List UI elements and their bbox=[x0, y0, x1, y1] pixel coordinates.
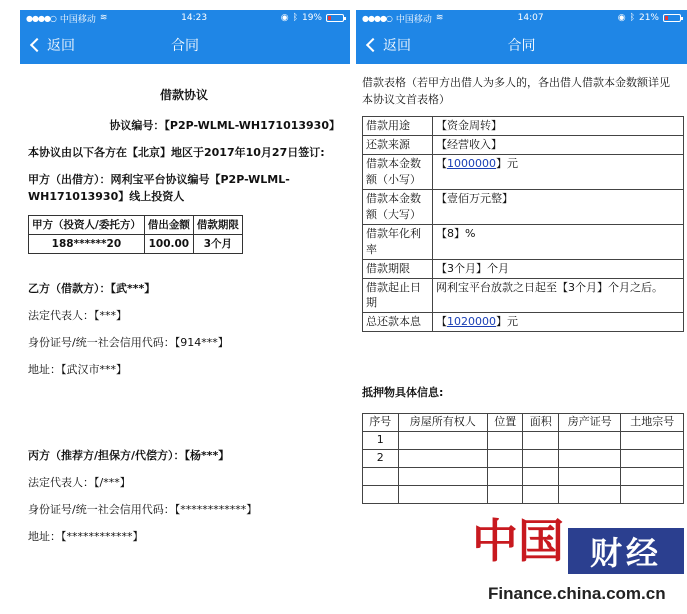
mortgage-cell bbox=[487, 468, 523, 486]
carrier-label: 中国移动 bbox=[395, 14, 432, 25]
signal-dots-icon: ●●●●○ bbox=[362, 13, 392, 23]
value-prefix: 【 bbox=[436, 315, 447, 329]
mortgage-header: 土地宗号 bbox=[621, 414, 684, 432]
mortgage-cell bbox=[558, 486, 620, 504]
back-button[interactable] bbox=[364, 26, 411, 64]
mortgage-cell bbox=[523, 450, 559, 468]
mortgage-index-cell bbox=[363, 486, 399, 504]
party-a: 甲方（出借方）：网利宝平台协议编号【P2P-WLML-WH171013930】线上投资人 bbox=[28, 172, 290, 203]
battery-icon bbox=[326, 14, 344, 22]
loan-field-label: 借款用途 bbox=[363, 117, 433, 136]
nav-title: 合同 bbox=[507, 38, 536, 54]
loan-field-label: 借款起止日期 bbox=[363, 278, 433, 313]
loan-field-label: 还款来源 bbox=[363, 136, 433, 155]
battery-percent: 19% bbox=[301, 13, 322, 23]
mortgage-cell bbox=[523, 432, 559, 450]
signal-dots-icon: ●●●●○ bbox=[26, 13, 56, 23]
mortgage-cell bbox=[558, 450, 620, 468]
amount-cell: 100.00 bbox=[144, 235, 193, 254]
loan-field-label: 借款本金数额（大写） bbox=[363, 189, 433, 224]
document-title: 借款协议 bbox=[159, 88, 208, 102]
mortgage-index-cell: 1 bbox=[363, 432, 399, 450]
investor-header: 甲方（投资人/委托方） bbox=[29, 215, 145, 234]
mortgage-cell bbox=[523, 468, 559, 486]
amount-link[interactable]: 1000000 bbox=[447, 156, 496, 170]
loan-field-label: 总还款本息 bbox=[363, 313, 433, 332]
table-row bbox=[29, 235, 243, 254]
mortgage-cell bbox=[398, 486, 487, 504]
mortgage-cell bbox=[558, 468, 620, 486]
nav-title: 合同 bbox=[171, 38, 199, 54]
mortgage-header: 房屋所有权人 bbox=[398, 414, 487, 432]
alarm-icon: ◉ bbox=[280, 13, 289, 23]
mortgage-cell bbox=[487, 486, 523, 504]
mortgage-cell bbox=[558, 432, 620, 450]
mortgage-header: 位置 bbox=[487, 414, 523, 432]
mortgage-index-cell: 2 bbox=[363, 450, 399, 468]
table-row bbox=[363, 117, 684, 136]
loan-field-label: 借款本金数额（小写） bbox=[363, 154, 433, 189]
mortgage-cell bbox=[398, 468, 487, 486]
table-row bbox=[363, 432, 684, 450]
table-row bbox=[363, 278, 684, 313]
wifi-icon: ≋ bbox=[435, 13, 444, 23]
battery-percent: 21% bbox=[638, 13, 659, 23]
party-c-id: 身份证号/统一社会信用代码：【************】 bbox=[28, 502, 258, 516]
investor-cell: 188******20 bbox=[29, 235, 145, 254]
party-c: 丙方（推荐方/担保方/代偿方）：【杨***】 bbox=[28, 448, 230, 462]
loan-table-intro: 借款表格（若甲方出借人为多人的，各出借人借款本金数额详见本协议文首表格） bbox=[362, 76, 670, 107]
loan-field-value bbox=[433, 154, 684, 189]
mortgage-cell bbox=[621, 486, 684, 504]
mortgage-table bbox=[362, 413, 684, 504]
status-time: 14:23 bbox=[181, 13, 208, 23]
back-label: 返回 bbox=[383, 38, 411, 54]
chevron-left-icon bbox=[30, 38, 44, 52]
loan-field-value: 【壹佰万元整】 bbox=[433, 189, 684, 224]
mortgage-title: 抵押物具体信息: bbox=[362, 386, 444, 400]
table-row bbox=[363, 313, 684, 332]
mortgage-header: 序号 bbox=[363, 414, 399, 432]
table-row bbox=[363, 450, 684, 468]
mortgage-cell bbox=[398, 432, 487, 450]
table-row bbox=[363, 224, 684, 259]
mortgage-cell bbox=[487, 432, 523, 450]
wifi-icon: ≋ bbox=[99, 13, 108, 23]
mortgage-cell bbox=[621, 450, 684, 468]
nav-bar bbox=[356, 26, 687, 64]
agreement-number: 协议编号：【P2P-WLML-WH171013930】 bbox=[109, 118, 340, 132]
mortgage-index-cell bbox=[363, 468, 399, 486]
mortgage-header: 房产证号 bbox=[558, 414, 620, 432]
watermark-china-logo: 中国 bbox=[472, 514, 564, 568]
value-prefix: 【 bbox=[436, 156, 447, 170]
table-row bbox=[363, 189, 684, 224]
loan-field-label: 借款年化利率 bbox=[363, 224, 433, 259]
party-b-representative: 法定代表人：【***】 bbox=[28, 309, 127, 323]
watermark-caijing-logo: 财经 bbox=[568, 528, 684, 574]
mortgage-cell bbox=[523, 486, 559, 504]
watermark-url: Finance.china.com.cn bbox=[488, 584, 666, 603]
nav-bar bbox=[20, 26, 350, 64]
bluetooth-icon: ᛒ bbox=[629, 13, 635, 23]
intro-paragraph: 本协议由以下各方在【北京】地区于2017年10月27日签订: bbox=[28, 145, 325, 159]
alarm-icon: ◉ bbox=[617, 13, 626, 23]
party-c-representative: 法定代表人：【/***】 bbox=[28, 475, 131, 489]
bluetooth-icon: ᛒ bbox=[292, 13, 298, 23]
loan-field-value: 【8】% bbox=[433, 224, 684, 259]
loan-table bbox=[362, 116, 684, 332]
status-bar bbox=[356, 10, 687, 26]
mortgage-header: 面积 bbox=[523, 414, 559, 432]
term-header: 借款期限 bbox=[193, 215, 242, 234]
amount-header: 借出金额 bbox=[144, 215, 193, 234]
mortgage-cell bbox=[487, 450, 523, 468]
party-b-address: 地址：【武汉市***】 bbox=[28, 363, 127, 377]
status-bar bbox=[20, 10, 350, 26]
amount-link[interactable]: 1020000 bbox=[447, 315, 496, 329]
table-row bbox=[363, 136, 684, 155]
investor-table bbox=[28, 215, 243, 255]
carrier-label: 中国移动 bbox=[59, 14, 96, 25]
party-b-id: 身份证号/统一社会信用代码：【914***】 bbox=[28, 336, 229, 350]
back-button[interactable] bbox=[28, 26, 75, 64]
table-row bbox=[363, 154, 684, 189]
loan-field-value bbox=[433, 313, 684, 332]
chevron-left-icon bbox=[366, 38, 380, 52]
loan-field-value: 网利宝平台放款之日起至【3个月】个月之后。 bbox=[433, 278, 684, 313]
left-screenshot bbox=[20, 10, 350, 614]
table-row bbox=[363, 468, 684, 486]
status-time: 14:07 bbox=[517, 13, 544, 23]
value-suffix: 】元 bbox=[496, 315, 518, 329]
loan-field-label: 借款期限 bbox=[363, 259, 433, 278]
contract-content bbox=[20, 64, 350, 545]
mortgage-cell bbox=[398, 450, 487, 468]
loan-field-value: 【3个月】个月 bbox=[433, 259, 684, 278]
mortgage-cell bbox=[621, 468, 684, 486]
mortgage-cell bbox=[621, 432, 684, 450]
china-finance-watermark bbox=[470, 514, 687, 614]
table-row bbox=[363, 486, 684, 504]
value-suffix: 】元 bbox=[496, 156, 518, 170]
loan-field-value: 【经营收入】 bbox=[433, 136, 684, 155]
contract-content bbox=[356, 64, 687, 504]
party-b: 乙方（借款方）：【武***】 bbox=[28, 282, 156, 296]
back-label: 返回 bbox=[47, 38, 75, 54]
term-cell: 3个月 bbox=[193, 235, 242, 254]
loan-field-value: 【资金周转】 bbox=[433, 117, 684, 136]
battery-icon bbox=[663, 14, 681, 22]
table-row bbox=[363, 259, 684, 278]
party-c-address: 地址：【************】 bbox=[28, 529, 144, 543]
